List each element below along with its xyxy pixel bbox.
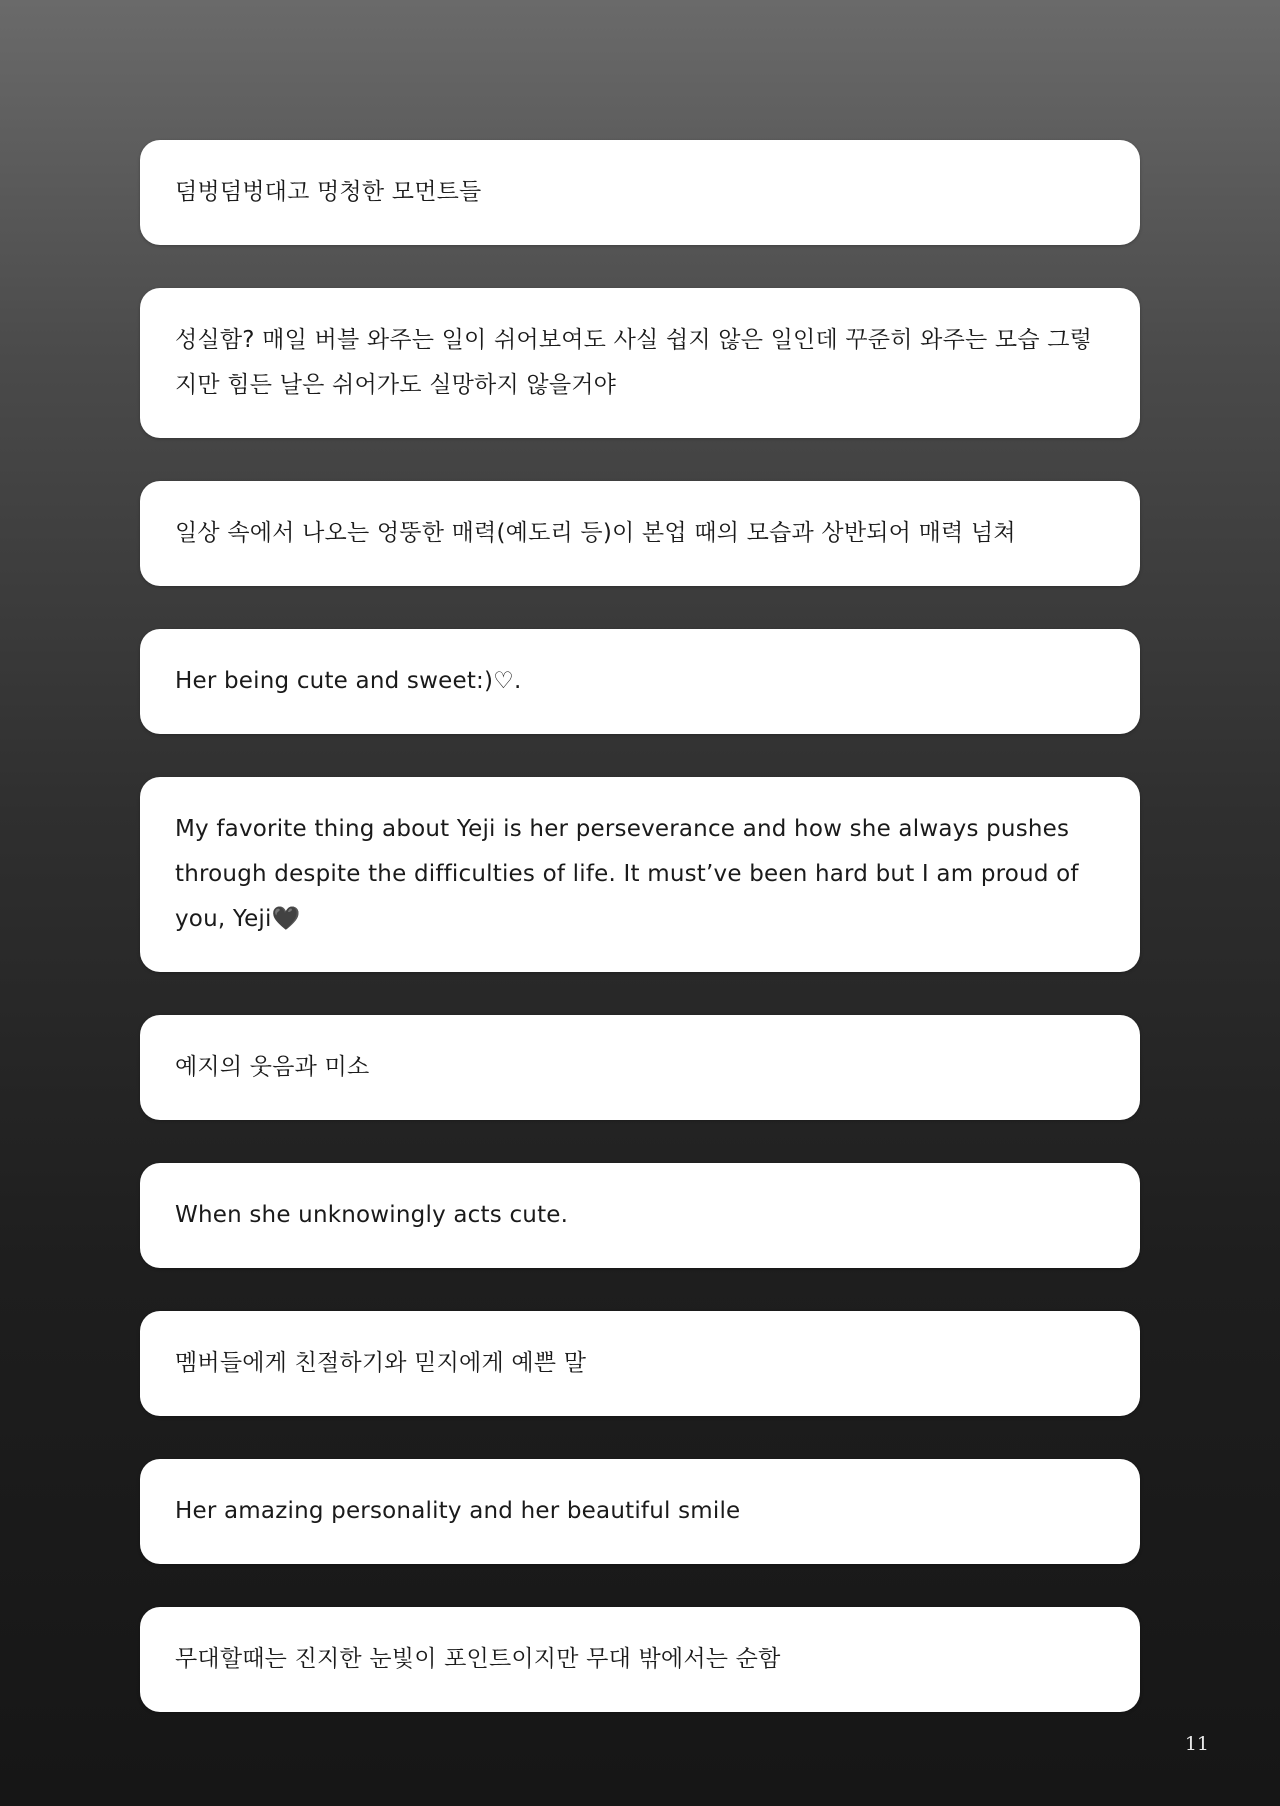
response-card (140, 1459, 1140, 1564)
response-card (140, 1607, 1140, 1712)
response-card (140, 629, 1140, 734)
response-card (140, 1163, 1140, 1268)
response-card (140, 288, 1140, 438)
response-text: 예지의 웃음과 미소 (175, 1054, 370, 1080)
response-card (140, 1311, 1140, 1416)
page-number: 11 (1184, 1733, 1209, 1755)
response-card-list (140, 140, 1140, 1755)
response-text: Her being cute and sweet:)♡. (175, 668, 522, 694)
response-card (140, 140, 1140, 245)
response-card (140, 481, 1140, 586)
response-text: 무대할때는 진지한 눈빛이 포인트이지만 무대 밖에서는 순함 (175, 1646, 781, 1672)
response-text: 일상 속에서 나오는 엉뚱한 매력(예도리 등)이 본업 때의 모습과 상반되어 매력 넘쳐 (175, 520, 1016, 546)
response-text: Her amazing personality and her beautiful smile (175, 1498, 741, 1524)
response-text: My favorite thing about Yeji is her perseverance and how she always pushes through despite the difficulties of life. It must’ve been hard but I am proud of you, Yeji🖤 (175, 816, 1079, 932)
response-card (140, 777, 1140, 972)
response-text: 멤버들에게 친절하기와 믿지에게 예쁜 말 (175, 1350, 587, 1376)
response-text: 성실함? 매일 버블 와주는 일이 쉬어보여도 사실 쉽지 않은 일인데 꾸준히 와주는 모습 그렇지만 힘든 날은 쉬어가도 실망하지 않을거야 (175, 327, 1093, 398)
response-card (140, 1015, 1140, 1120)
response-text: When she unknowingly acts cute. (175, 1202, 569, 1228)
response-text: 덤벙덤벙대고 멍청한 모먼트들 (175, 179, 482, 205)
